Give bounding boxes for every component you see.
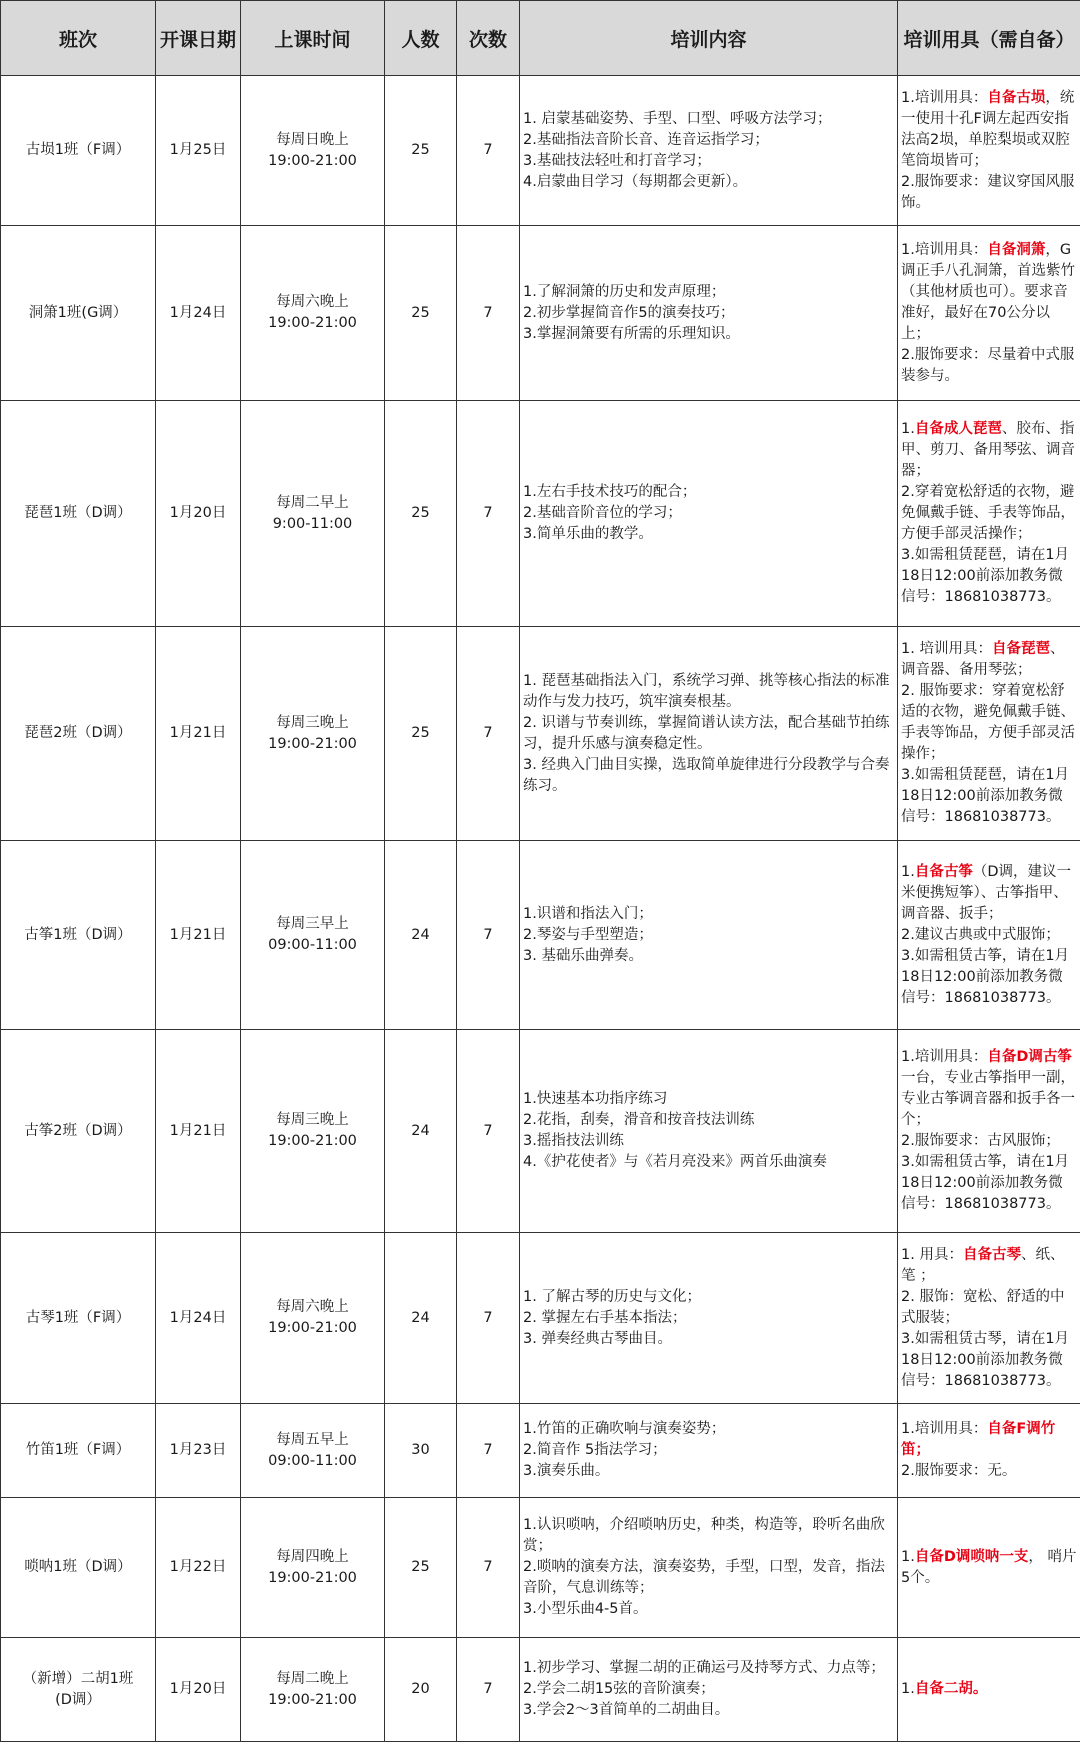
start-date-cell: 1月24日 xyxy=(156,226,241,401)
time-cell xyxy=(241,401,385,627)
time-line: 19:00-21:00 xyxy=(268,315,357,331)
sessions-cell: 7 xyxy=(457,1404,520,1498)
supplies-text: 3.如需租赁古琴，请在1月18日12:00前添加教务微信号：18681038773。 xyxy=(901,1330,1070,1389)
supplies-line xyxy=(901,1419,1077,1461)
time-cell xyxy=(241,627,385,841)
supplies-text: 1. xyxy=(901,1681,915,1697)
supplies-line xyxy=(901,765,1077,828)
content-cell xyxy=(520,1498,898,1638)
class-name-cell: 古筝1班（D调） xyxy=(1,841,156,1030)
count-cell: 24 xyxy=(385,841,457,1030)
count-cell: 30 xyxy=(385,1404,457,1498)
content-line: 3.演奏乐曲。 xyxy=(523,1463,610,1479)
supplies-text: 2.建议古典或中式服饰； xyxy=(901,926,1060,943)
sessions-cell: 7 xyxy=(457,1498,520,1638)
content-line: 1.识谱和指法入门； xyxy=(523,905,653,922)
count-cell: 25 xyxy=(385,226,457,401)
header-time: 上课时间 xyxy=(241,1,385,76)
time-line: 每周二晚上 xyxy=(276,1670,349,1687)
supplies-line xyxy=(901,345,1077,387)
time-cell xyxy=(241,226,385,401)
supplies-text: （D调，建议一米便携短筝）、古筝指甲、调音器、扳手； xyxy=(901,863,1072,922)
supplies-text: 2. 服饰：宽松、舒适的中式服装； xyxy=(901,1288,1065,1326)
supplies-cell xyxy=(898,1638,1080,1742)
content-line: 3.基础技法轻吐和打音学习； xyxy=(523,152,711,169)
table-row xyxy=(1,1233,1080,1404)
content-cell xyxy=(520,401,898,627)
supplies-line xyxy=(901,1287,1077,1329)
time-line: 19:00-21:00 xyxy=(268,735,357,752)
table-row xyxy=(1,76,1080,226)
content-line: 2.唢呐的演奏方法，演奏姿势，手型，口型，发音，指法音阶，气息训练等； xyxy=(523,1559,885,1596)
supplies-text: 3.如需租赁古筝，请在1月18日12:00前添加教务微信号：18681038773。 xyxy=(901,947,1070,1006)
supplies-cell xyxy=(898,627,1080,841)
supplies-line xyxy=(901,946,1077,1009)
start-date-cell: 1月25日 xyxy=(156,76,241,226)
start-date-cell: 1月24日 xyxy=(156,1233,241,1404)
content-line: 1.快速基本功指序练习 xyxy=(523,1091,668,1107)
start-date-cell: 1月21日 xyxy=(156,841,241,1030)
class-name-cell: 竹笛1班（F调） xyxy=(1,1404,156,1498)
supplies-line xyxy=(901,1047,1077,1131)
time-line: 每周六晚上 xyxy=(276,1299,349,1315)
content-line: 2.基础指法音阶长音、连音运指学习； xyxy=(523,131,769,148)
supplies-text: 1. xyxy=(901,1548,915,1565)
highlight-text: 自备成人琵琶 xyxy=(914,421,1002,437)
content-line: 3.掌握洞箫要有所需的乐理知识。 xyxy=(523,325,740,342)
supplies-text: 一台，专业古筝指甲一副，专业古筝调音器和扳手各一个； xyxy=(901,1070,1075,1128)
supplies-line xyxy=(901,419,1077,482)
supplies-text: ，统一使用十孔F调左起西安指法高2埙，单腔梨埙或双腔笔筒埙皆可； xyxy=(901,89,1075,169)
supplies-line xyxy=(901,681,1077,765)
sessions-cell: 7 xyxy=(457,627,520,841)
content-cell xyxy=(520,1233,898,1404)
class-name-cell: 古筝2班（D调） xyxy=(1,1030,156,1233)
content-cell xyxy=(520,1638,898,1742)
time-cell xyxy=(241,1498,385,1638)
sessions-cell: 7 xyxy=(457,76,520,226)
sessions-cell: 7 xyxy=(457,1233,520,1404)
content-cell xyxy=(520,76,898,226)
table-row xyxy=(1,1498,1080,1638)
content-line: 2. 掌握左右手基本指法； xyxy=(523,1309,687,1326)
time-line: 19:00-21:00 xyxy=(268,152,357,169)
supplies-cell xyxy=(898,401,1080,627)
time-line: 9:00-11:00 xyxy=(272,515,353,532)
supplies-text: 3.如需租赁琵琶，请在1月18日12:00前添加教务微信号：18681038773。 xyxy=(901,767,1070,825)
table-row xyxy=(1,1638,1080,1742)
content-line: 2.简音作 5指法学习； xyxy=(523,1442,667,1458)
supplies-text: 1.培训用具： xyxy=(901,1421,988,1437)
content-line: 3.摇指技法训练 xyxy=(523,1133,624,1149)
start-date-cell: 1月20日 xyxy=(156,401,241,627)
content-line: 1.左右手技术技巧的配合； xyxy=(523,484,697,500)
content-line: 1.认识唢呐，介绍唢呐历史，种类，构造等，聆听名曲欣赏； xyxy=(523,1517,885,1554)
count-cell: 20 xyxy=(385,1638,457,1742)
time-cell xyxy=(241,1030,385,1233)
count-cell: 24 xyxy=(385,1030,457,1233)
start-date-cell: 1月20日 xyxy=(156,1638,241,1742)
count-cell: 24 xyxy=(385,1233,457,1404)
start-date-cell: 1月21日 xyxy=(156,627,241,841)
sessions-cell: 7 xyxy=(457,841,520,1030)
supplies-line xyxy=(901,639,1077,681)
supplies-line xyxy=(901,1152,1077,1215)
class-name-cell: 古琴1班（F调） xyxy=(1,1233,156,1404)
header-count: 人数 xyxy=(385,1,457,76)
start-date-cell: 1月21日 xyxy=(156,1030,241,1233)
time-line: 每周三晚上 xyxy=(276,714,349,731)
supplies-line xyxy=(901,1461,1077,1482)
class-name-line: （新增）二胡1班 xyxy=(22,1670,134,1687)
supplies-text: 2.穿着宽松舒适的衣物，避免佩戴手链、手表等饰品，方便手部灵活操作； xyxy=(901,484,1075,542)
supplies-text: 1. xyxy=(901,421,915,437)
sessions-cell: 7 xyxy=(457,1638,520,1742)
time-line: 19:00-21:00 xyxy=(268,1320,357,1336)
content-line: 1.初步学习、掌握二胡的正确运弓及持琴方式、力点等； xyxy=(523,1660,885,1676)
table-row xyxy=(1,401,1080,627)
time-line: 19:00-21:00 xyxy=(268,1133,357,1149)
time-cell xyxy=(241,1404,385,1498)
highlight-text: 自备洞箫 xyxy=(987,241,1046,258)
supplies-line xyxy=(901,172,1077,214)
supplies-text: 1. xyxy=(901,863,915,880)
count-cell: 25 xyxy=(385,76,457,226)
content-line: 4.《护花使者》与《若月亮没来》两首乐曲演奏 xyxy=(523,1154,827,1170)
table-row xyxy=(1,1404,1080,1498)
supplies-text: 2.服饰要求：建议穿国风服饰。 xyxy=(901,173,1075,211)
count-cell: 25 xyxy=(385,627,457,841)
content-line: 3. 弹奏经典古琴曲目。 xyxy=(523,1330,672,1347)
supplies-text: 、纸、笔 ； xyxy=(901,1246,1065,1284)
start-date-cell: 1月23日 xyxy=(156,1404,241,1498)
content-line: 3.学会2～3首简单的二胡曲目。 xyxy=(523,1702,730,1718)
time-line: 每周三晚上 xyxy=(276,1112,349,1128)
content-line: 1. 了解古琴的历史与文化； xyxy=(523,1288,701,1305)
supplies-text: 、胶布、指甲、剪刀、备用琴弦、调音器； xyxy=(901,421,1075,479)
table-row xyxy=(1,226,1080,401)
supplies-cell xyxy=(898,1030,1080,1233)
class-name-cell: 唢呐1班（D调） xyxy=(1,1498,156,1638)
class-name-cell: 琵琶2班（D调） xyxy=(1,627,156,841)
time-line: 每周五早上 xyxy=(276,1431,349,1448)
highlight-text: 自备二胡。 xyxy=(914,1681,988,1697)
content-line: 2.初步掌握简音作5的演奏技巧； xyxy=(523,304,735,321)
supplies-text: 1. 培训用具： xyxy=(901,641,992,657)
content-line: 2.花指，刮奏，滑音和按音技法训练 xyxy=(523,1112,755,1128)
time-line: 每周二早上 xyxy=(276,494,349,511)
supplies-line xyxy=(901,1131,1077,1152)
header-supplies: 培训用具（需自备） xyxy=(898,1,1080,76)
count-cell: 25 xyxy=(385,1498,457,1638)
content-cell xyxy=(520,841,898,1030)
content-line: 2.学会二胡15弦的音阶演奏； xyxy=(523,1681,715,1697)
class-name-cell: 古埙1班（F调） xyxy=(1,76,156,226)
supplies-cell xyxy=(898,841,1080,1030)
supplies-cell xyxy=(898,1498,1080,1638)
supplies-line xyxy=(901,862,1077,925)
header-sessions: 次数 xyxy=(457,1,520,76)
class-name-line: (D调） xyxy=(55,1691,101,1708)
time-line: 09:00-11:00 xyxy=(268,937,357,953)
class-name-cell xyxy=(1,1638,156,1742)
count-cell: 25 xyxy=(385,401,457,627)
highlight-text: 自备古埙 xyxy=(987,89,1046,106)
content-line: 1. 启蒙基础姿势、手型、口型、呼吸方法学习； xyxy=(523,110,832,127)
supplies-text: 1.培训用具： xyxy=(901,241,988,258)
table-row xyxy=(1,627,1080,841)
supplies-text: ，G调正手八孔洞箫，首选紫竹（其他材质也可）。要求音准好，最好在70公分以上； xyxy=(901,241,1075,342)
sessions-cell: 7 xyxy=(457,401,520,627)
supplies-text: 3.如需租赁古筝，请在1月18日12:00前添加教务微信号：18681038773。 xyxy=(901,1154,1070,1212)
supplies-line xyxy=(901,1547,1077,1589)
highlight-text: 自备古琴 xyxy=(962,1246,1021,1263)
supplies-line xyxy=(901,545,1077,608)
supplies-line xyxy=(901,88,1077,172)
content-line: 3.简单乐曲的教学。 xyxy=(523,526,653,542)
header-content: 培训内容 xyxy=(520,1,898,76)
supplies-text: 、调音器、备用琴弦； xyxy=(901,641,1065,678)
supplies-cell xyxy=(898,76,1080,226)
time-line: 每周四晚上 xyxy=(276,1548,349,1565)
supplies-line xyxy=(901,1329,1077,1392)
content-line: 3.小型乐曲4-5首。 xyxy=(523,1601,648,1617)
start-date-cell: 1月22日 xyxy=(156,1498,241,1638)
supplies-line xyxy=(901,1679,1077,1700)
header-row xyxy=(1,1,1080,76)
time-cell xyxy=(241,1233,385,1404)
sessions-cell: 7 xyxy=(457,1030,520,1233)
highlight-text: 自备F调竹笛； xyxy=(901,1421,1056,1458)
supplies-text: 2.服饰要求：无。 xyxy=(901,1463,1017,1479)
supplies-line xyxy=(901,925,1077,946)
content-cell xyxy=(520,1404,898,1498)
supplies-cell xyxy=(898,1404,1080,1498)
content-line: 2. 识谱与节奏训练，掌握简谱认读方法，配合基础节拍练习，提升乐感与演奏稳定性。 xyxy=(523,714,890,752)
content-line: 1. 琵琶基础指法入门，系统学习弹、挑等核心指法的标准动作与发力技巧，筑牢演奏根基。 xyxy=(523,672,890,710)
content-line: 4.启蒙曲目学习（每期都会更新）。 xyxy=(523,173,748,190)
content-cell xyxy=(520,1030,898,1233)
content-line: 3. 基础乐曲弹奏。 xyxy=(523,947,643,964)
supplies-text: 1.培训用具： xyxy=(901,89,988,106)
content-cell xyxy=(520,627,898,841)
supplies-text: 2. 服饰要求：穿着宽松舒适的衣物，避免佩戴手链、手表等饰品，方便手部灵活操作； xyxy=(901,683,1075,762)
header-class: 班次 xyxy=(1,1,156,76)
time-line: 19:00-21:00 xyxy=(268,1569,357,1586)
content-line: 2.基础音阶音位的学习； xyxy=(523,505,682,521)
sessions-cell: 7 xyxy=(457,226,520,401)
highlight-text: 自备D调唢呐一支 xyxy=(914,1548,1029,1565)
time-line: 每周六晚上 xyxy=(276,294,349,310)
supplies-line xyxy=(901,240,1077,345)
supplies-text: ， 哨片5个。 xyxy=(901,1548,1077,1586)
highlight-text: 自备古筝 xyxy=(914,863,973,880)
supplies-text: 1.培训用具： xyxy=(901,1049,988,1065)
supplies-text: 2.服饰要求：尽量着中式服装参与。 xyxy=(901,346,1075,384)
time-line: 19:00-21:00 xyxy=(268,1691,357,1708)
time-line: 09:00-11:00 xyxy=(268,1452,357,1469)
content-line: 1.了解洞箫的历史和发声原理； xyxy=(523,283,726,300)
header-start-date: 开课日期 xyxy=(156,1,241,76)
supplies-cell xyxy=(898,1233,1080,1404)
content-line: 2.琴姿与手型塑造； xyxy=(523,926,653,943)
supplies-line xyxy=(901,1245,1077,1287)
content-line: 3. 经典入门曲目实操，选取简单旋律进行分段教学与合奏练习。 xyxy=(523,756,890,794)
time-line: 每周日晚上 xyxy=(276,131,349,148)
table-row xyxy=(1,841,1080,1030)
highlight-text: 自备琵琶 xyxy=(991,641,1050,657)
class-name-cell: 琵琶1班（D调） xyxy=(1,401,156,627)
table-row xyxy=(1,1030,1080,1233)
content-cell xyxy=(520,226,898,401)
time-cell xyxy=(241,1638,385,1742)
supplies-text: 3.如需租赁琵琶，请在1月18日12:00前添加教务微信号：18681038773。 xyxy=(901,547,1070,605)
supplies-cell xyxy=(898,226,1080,401)
supplies-line xyxy=(901,482,1077,545)
supplies-text: 1. 用具： xyxy=(901,1246,963,1263)
highlight-text: 自备D调古筝 xyxy=(987,1049,1072,1065)
content-line: 1.竹笛的正确吹响与演奏姿势； xyxy=(523,1421,726,1437)
time-cell xyxy=(241,76,385,226)
time-cell xyxy=(241,841,385,1030)
time-line: 每周三早上 xyxy=(276,916,349,932)
supplies-text: 2.服饰要求：古风服饰； xyxy=(901,1133,1060,1149)
class-name-cell: 洞箫1班(G调） xyxy=(1,226,156,401)
